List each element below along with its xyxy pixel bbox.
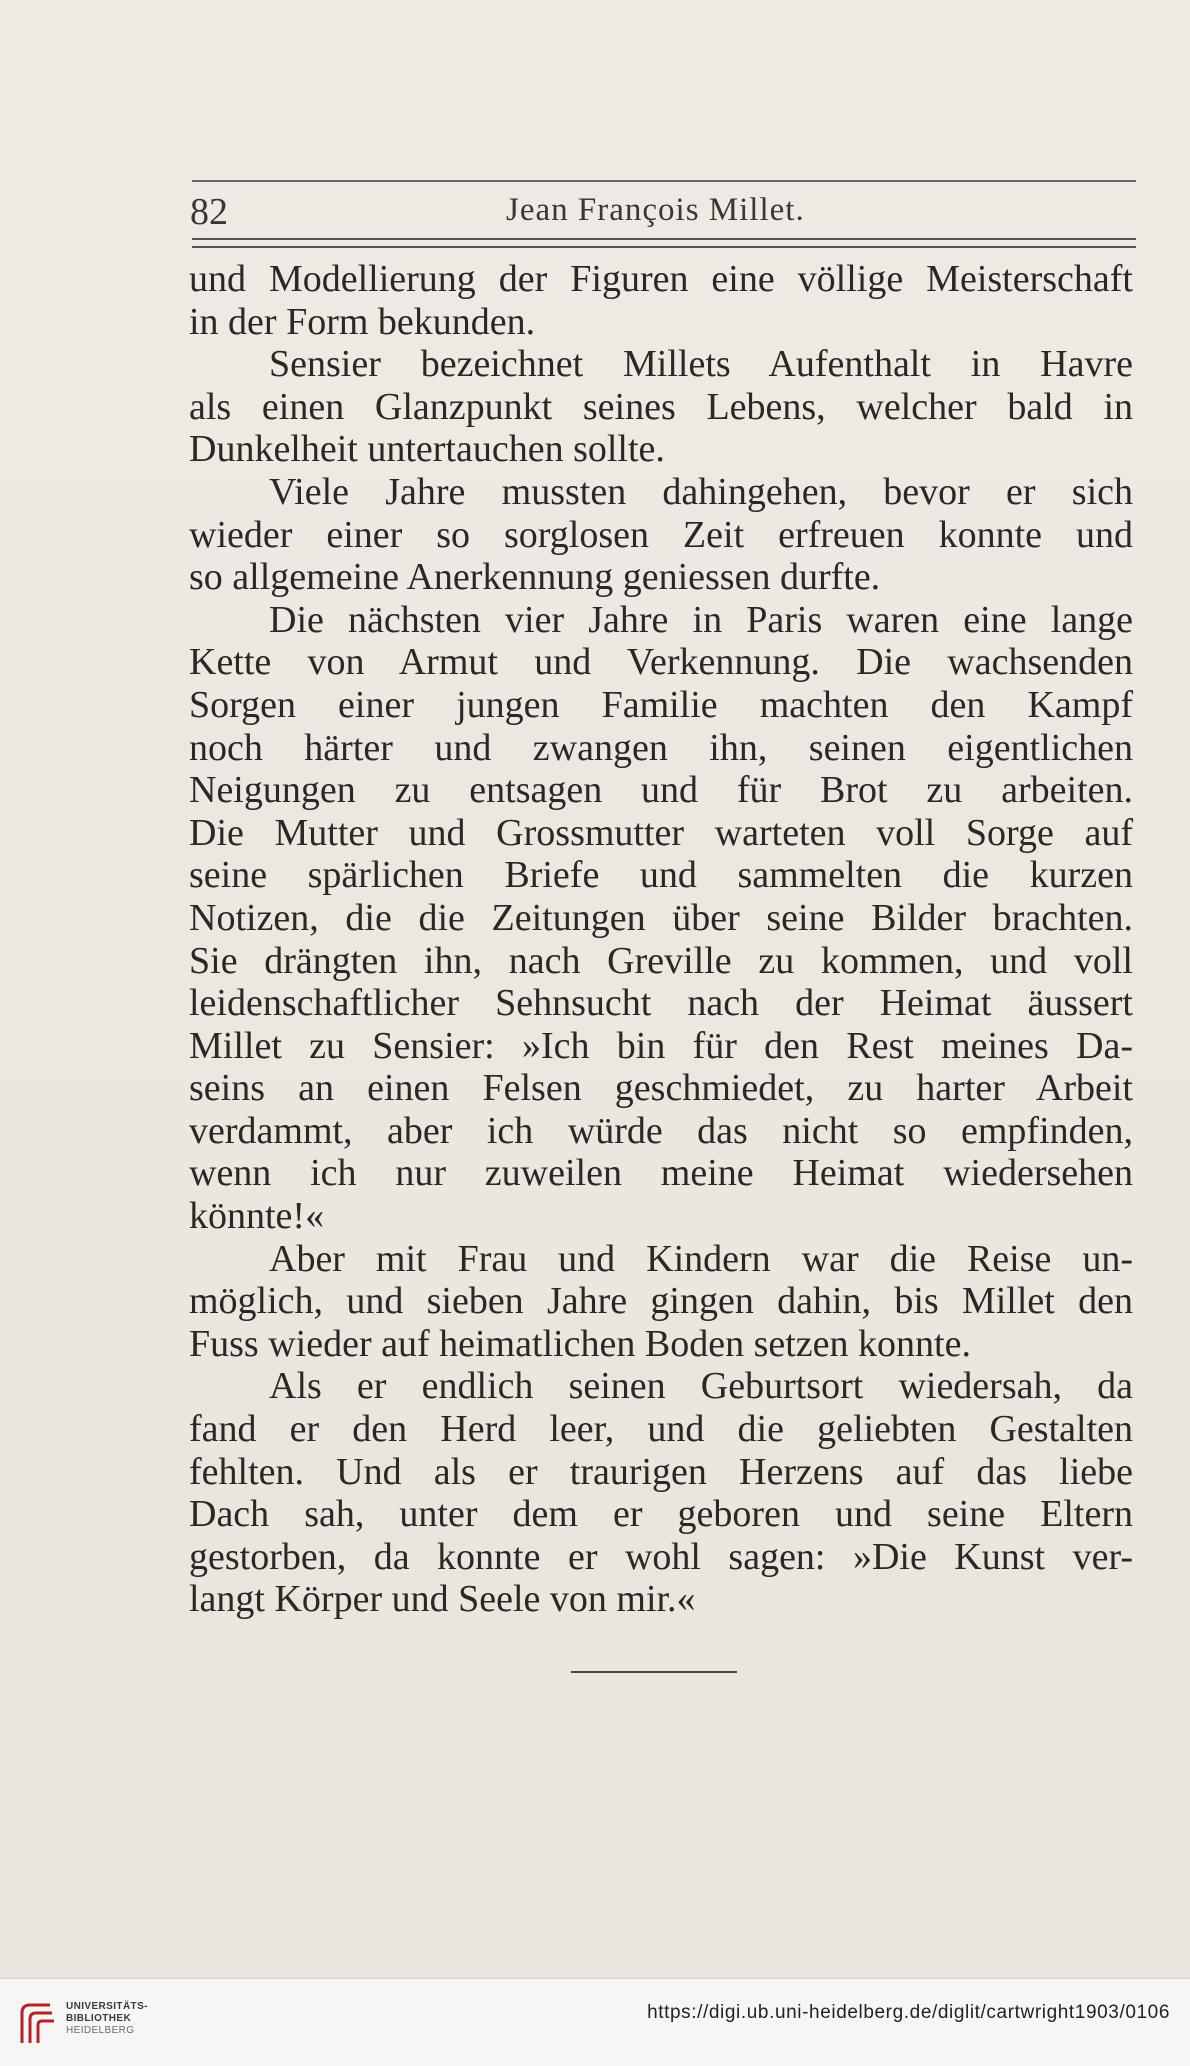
paragraph <box>189 258 1133 343</box>
text-line: Notizen, die die Zeitungen über seine Bilder brachten. <box>189 896 1133 939</box>
text-line: Dunkelheit untertauchen sollte. <box>189 428 665 471</box>
text-line: Kette von Armut und Verkennung. Die wachsenden <box>189 641 1133 684</box>
text-line: wieder einer so sorglosen Zeit erfreuen konnte und <box>189 513 1133 556</box>
paragraph <box>189 343 1133 471</box>
viewer-footer <box>0 1978 1190 2066</box>
page-header <box>190 190 1140 234</box>
logo-line: BIBLIOTHEK <box>66 2013 132 2024</box>
library-logo-text <box>66 2001 148 2037</box>
chapter-end-rule <box>571 1671 737 1673</box>
text-line: Sorgen einer jungen Familie machten den Kampf <box>189 683 1133 726</box>
paragraph <box>189 1365 1133 1621</box>
logo-line: UNIVERSITÄTS- <box>66 2001 148 2012</box>
text-line: so allgemeine Anerkennung geniessen durfte. <box>189 556 881 599</box>
text-line: seins an einen Felsen geschmiedet, zu harter Arbeit <box>189 1067 1133 1110</box>
header-top-rule <box>192 180 1136 182</box>
text-line: Millet zu Sensier: »Ich bin für den Rest meines Da- <box>189 1024 1133 1067</box>
paragraph <box>189 1238 1133 1366</box>
text-line: verdammt, aber ich würde das nicht so empfinden, <box>189 1109 1133 1152</box>
text-line: Sie drängten ihn, nach Greville zu kommen, und voll <box>189 939 1133 982</box>
permalink-url[interactable]: https://digi.ub.uni-heidelberg.de/diglit/cartwright1903/0106 <box>647 2002 1170 2023</box>
text-line: gestorben, da konnte er wohl sagen: »Die Kunst ver- <box>189 1535 1133 1578</box>
text-line: noch härter und zwangen ihn, seinen eigentlichen <box>189 726 1133 769</box>
text-line: fand er den Herd leer, und die geliebten Gestalten <box>189 1408 1133 1451</box>
logo-line: HEIDELBERG <box>66 2025 135 2036</box>
header-double-rule <box>192 238 1136 248</box>
text-line: fehlten. Und als er traurigen Herzens auf das liebe <box>189 1450 1133 1493</box>
text-line: leidenschaftlicher Sehnsucht nach der Heimat äussert <box>189 982 1133 1025</box>
text-line: möglich, und sieben Jahre gingen dahin, bis Millet den <box>189 1280 1133 1323</box>
text-line: Neigungen zu entsagen und für Brot zu arbeiten. <box>189 769 1133 812</box>
text-line: Fuss wieder auf heimatlichen Boden setzen konnte. <box>189 1322 971 1365</box>
body-text <box>189 258 1133 1621</box>
text-line: könnte!« <box>189 1195 325 1238</box>
text-line: Die Mutter und Grossmutter warteten voll Sorge auf <box>189 811 1133 854</box>
text-line: seine spärlichen Briefe und sammelten die kurzen <box>189 854 1133 897</box>
text-line: Aber mit Frau und Kindern war die Reise un- <box>269 1237 1133 1280</box>
text-line: Viele Jahre mussten dahingehen, bevor er sich <box>269 470 1133 513</box>
text-line: Als er endlich seinen Geburtsort wiedersah, da <box>269 1365 1133 1408</box>
text-line: als einen Glanzpunkt seines Lebens, welcher bald in <box>189 385 1133 428</box>
page-number: 82 <box>190 191 228 233</box>
text-line: und Modellierung der Figuren eine völlige Meisterschaft <box>189 258 1133 300</box>
text-line: in der Form bekunden. <box>189 300 536 343</box>
running-title: Jean François Millet. <box>506 192 805 228</box>
text-line: Die nächsten vier Jahre in Paris waren eine lange <box>269 598 1133 641</box>
text-line: Dach sah, unter dem er geboren und seine Eltern <box>189 1493 1133 1536</box>
library-logo-icon[interactable] <box>14 1999 60 2049</box>
text-line: Sensier bezeichnet Millets Aufenthalt in Havre <box>269 343 1133 386</box>
paragraph <box>189 471 1133 599</box>
paragraph <box>189 599 1133 1238</box>
text-line: wenn ich nur zuweilen meine Heimat wiedersehen <box>189 1152 1133 1195</box>
text-line: langt Körper und Seele von mir.« <box>189 1578 696 1621</box>
